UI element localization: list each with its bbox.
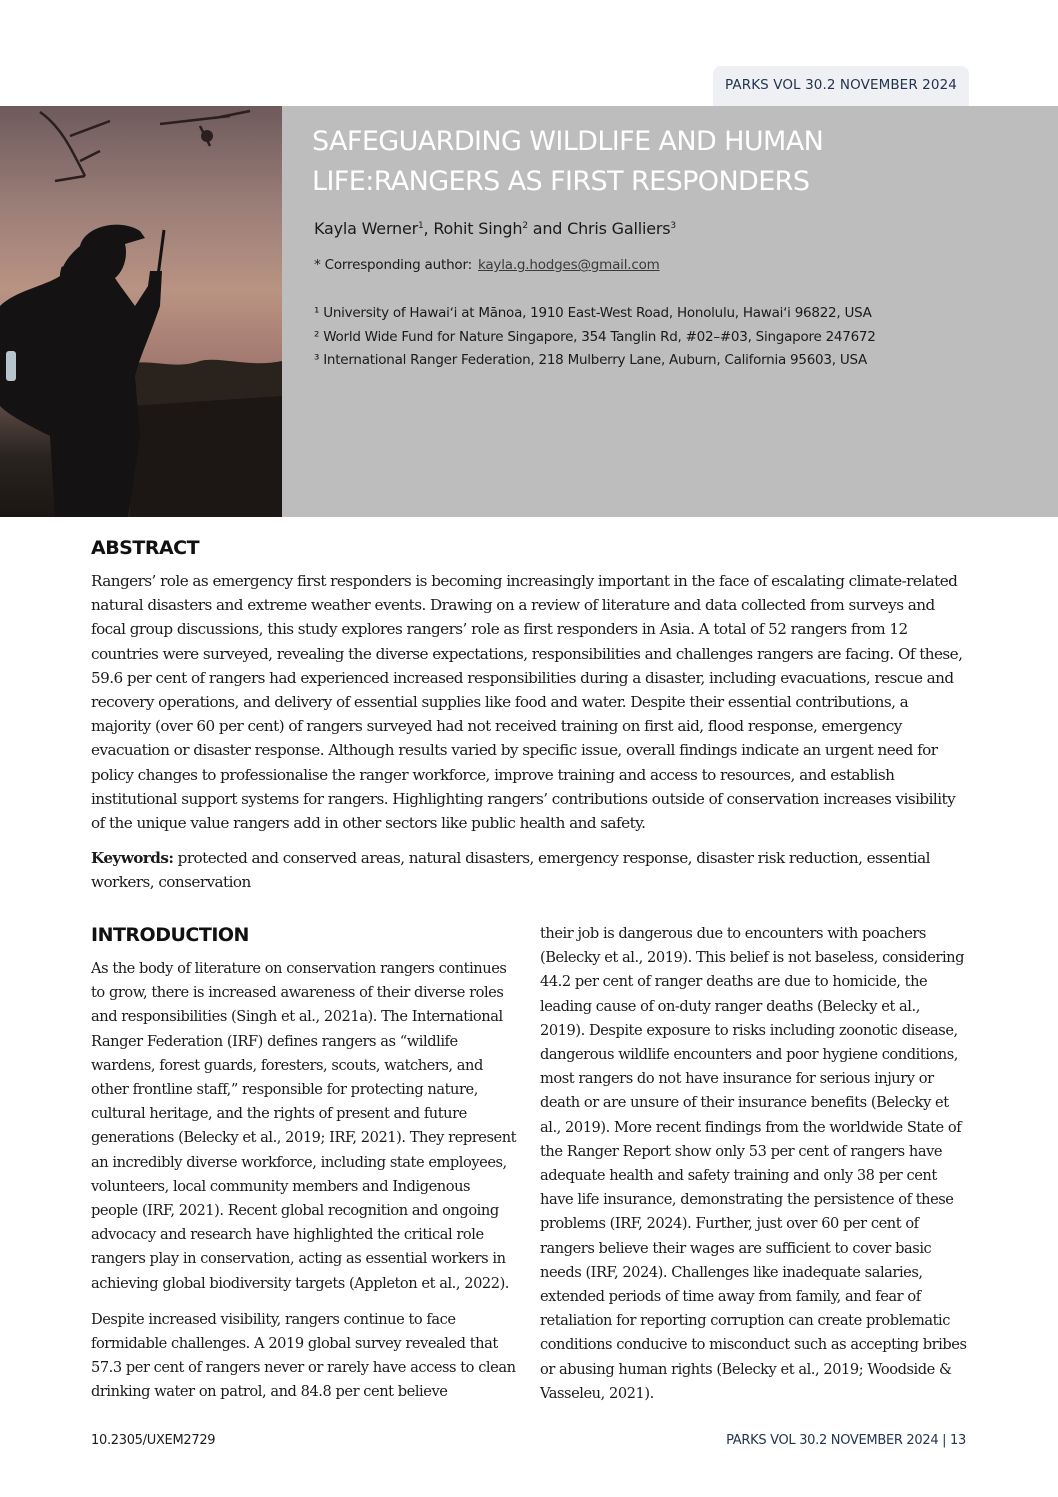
footer-issue-page: PARKS VOL 30.2 NOVEMBER 2024 | 13 [726,1433,966,1448]
introduction-heading: INTRODUCTION [91,924,249,946]
author-name: Chris Galliers [567,219,671,238]
affiliations [314,302,876,373]
corresponding-author-email-link[interactable]: kayla.g.hodges@gmail.com [477,257,660,273]
body-paragraph: As the body of literature on conservation rangers continues to grow, there is increased awareness of their diverse roles and responsibilities (Singh et al., 2021a). The International Ranger Federation (IRF) defines rangers as “wildlife wardens, forest guards, foresters, scouts, watchers, and other frontline staff,” responsible for protecting nature, cultural heritage, and the rights of present and future generations (Belecky et al., 2019; IRF, 2021). They represent an incredibly diverse workforce, including state employees, volunteers, local community members and Indigenous people (IRF, 2021). Recent global recognition and ongoing advocacy and research have highlighted the critical role rangers play in conservation, acting as essential workers in achieving global biodiversity targets (Appleton et al., 2022). [91,960,517,1292]
corresponding-author [314,257,660,273]
author-affiliation-marker: 2 [522,221,528,231]
keywords [91,846,971,894]
author-name: Kayla Werner [314,219,419,238]
ranger-silhouette-image [0,106,282,517]
introduction-left-column [91,957,519,1417]
keywords-label: Keywords: [91,849,174,867]
author-name: Rohit Singh [433,219,523,238]
body-paragraph: Despite increased visibility, rangers continue to face formidable challenges. A 2019 global survey revealed that 57.3 per cent of rangers never or rarely have access to clean drinking water on patrol, and 84.8 per cent believe [91,1310,516,1401]
author-affiliation-marker: 1 [418,221,424,231]
affiliation-item: ² World Wide Fund for Nature Singapore, 354 Tanglin Rd, #02–#03, Singapore 247672 [314,328,876,345]
title-line-1: SAFEGUARDING WILDLIFE AND HUMAN [312,126,824,157]
affiliation-item: ¹ University of Hawaiʻi at Mānoa, 1910 East-West Road, Honolulu, Hawaiʻi 96822, USA [314,305,872,321]
journal-issue-tab: PARKS VOL 30.2 NOVEMBER 2024 [713,66,969,106]
footer-doi: 10.2305/UXEM2729 [91,1433,216,1448]
author-affiliation-marker: 3 [670,221,676,231]
abstract-heading: ABSTRACT [91,537,200,559]
author-separator: , [423,219,434,238]
title-line-2: LIFE:RANGERS AS FIRST RESPONDERS [312,166,810,197]
author-list [314,219,676,238]
abstract-text: Rangers’ role as emergency first responders is becoming increasingly important in the face of escalating climate-related natural disasters and extreme weather events. Drawing on a review of literature and data collected from surveys and focal group discussions, this study explores rangers’ role as first responders in Asia. A total of 52 rangers from 12 countries were surveyed, revealing the diverse expectations, responsibilities and challenges rangers are facing. Of these, 59.6 per cent of rangers had experienced increased responsibilities during a disaster, including evacuations, rescue and recovery operations, and delivery of essential supplies like food and water. Despite their essential contributions, a majority (over 60 per cent) of rangers surveyed had not received training on first aid, flood response, emergency evacuation or disaster response. Although results varied by specific issue, overall findings indicate an urgent need for policy changes to professionalise the ranger workforce, improve training and access to resources, and establish institutional support systems for rangers. Highlighting rangers’ contributions outside of conservation increases visibility of the unique value rangers add in other sectors like public health and safety. [91,572,963,833]
cover-photo [0,106,282,517]
affiliation-item: ³ International Ranger Federation, 218 Mulberry Lane, Auburn, California 95603, USA [314,352,868,368]
introduction-right-column [540,922,968,1418]
body-paragraph: their job is dangerous due to encounters with poachers (Belecky et al., 2019). This belief is not baseless, considering 44.2 per cent of ranger deaths are due to homicide, the leading cause of on-duty ranger deaths (Belecky et al., 2019). Despite exposure to risks including zoonotic disease, dangerous wildlife encounters and poor hygiene conditions, most rangers do not have insurance for serious injury or death or are unsure of their insurance benefits (Belecky et al., 2019). More recent findings from the worldwide State of the Ranger Report show only 53 per cent of rangers have adequate health and safety training and only 38 per cent have life insurance, demonstrating the persistence of these problems (IRF, 2024). Further, just over 60 per cent of rangers believe their wages are sufficient to cover basic needs (IRF, 2024). Challenges like inadequate salaries, extended periods of time away from family, and fear of retaliation for reporting corruption can create problematic conditions conducive to misconduct such as accepting bribes or abusing human rights (Belecky et al., 2019; Woodside & Vasseleu, 2021). [540,925,967,1402]
corresponding-author-label: * Corresponding author: [314,257,472,273]
author-separator: and [527,219,568,238]
article-title [312,122,972,202]
keywords-list: protected and conserved areas, natural disasters, emergency response, disaster risk reduction, essential workers, conservation [91,849,930,892]
